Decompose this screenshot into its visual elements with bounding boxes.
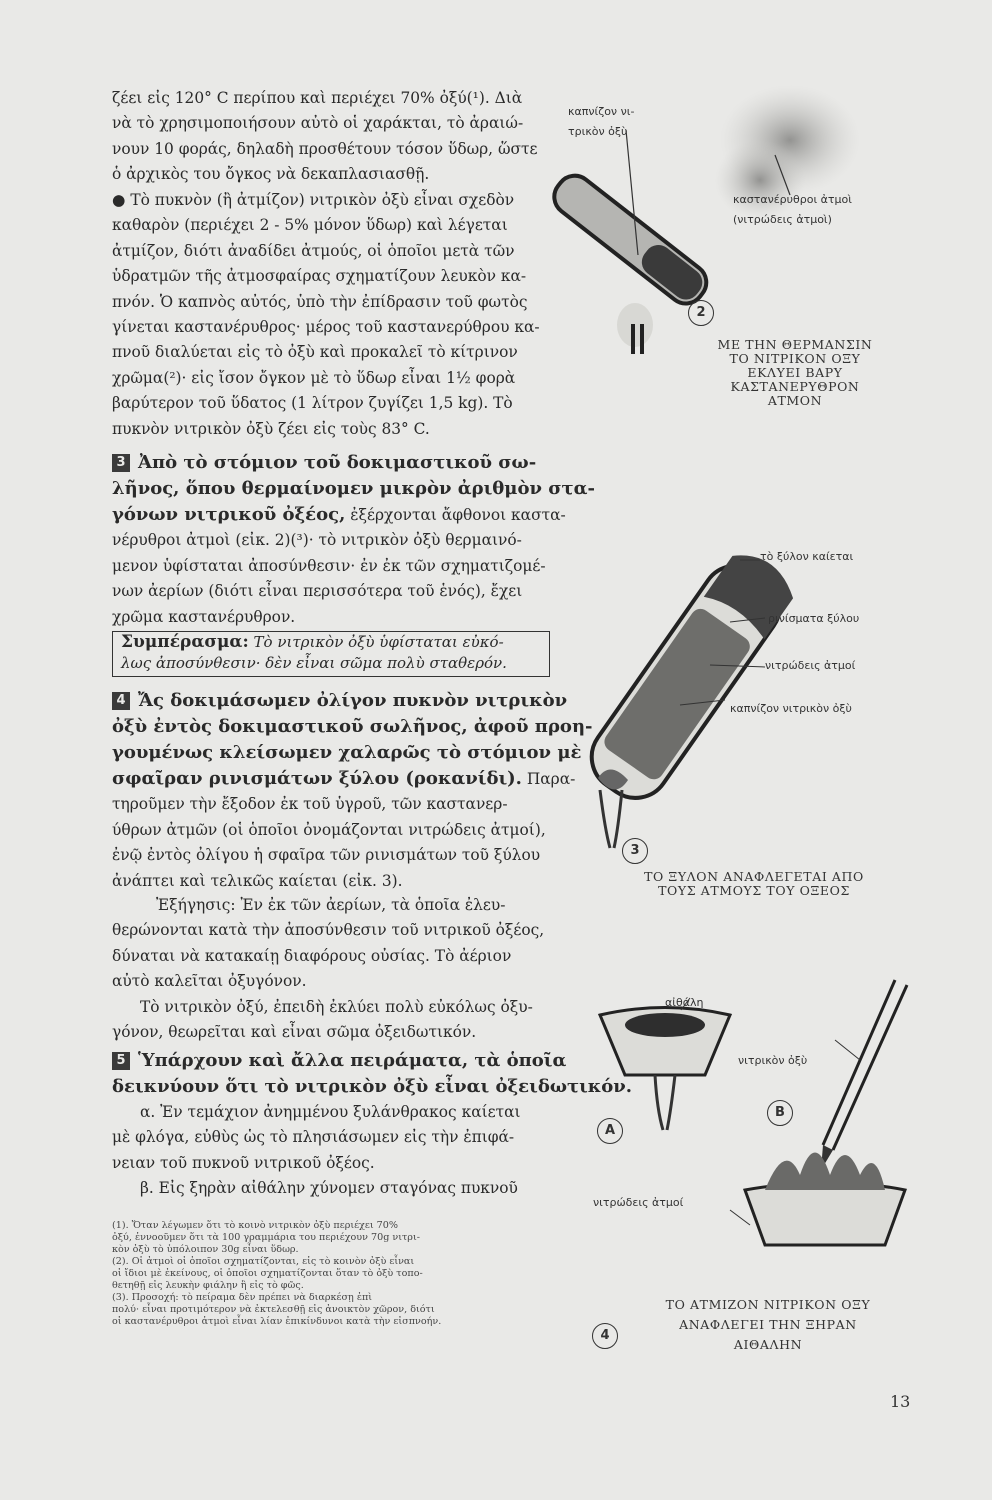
section-heading: γουμένως κλείσωμεν χαλαρῶς τὸ στόμιον μὲ (112, 742, 582, 763)
text-line: χρῶμα καστανέρυθρον. (112, 607, 296, 626)
figure-3-caption: ΤΟ ΞΥΛΟΝ ΑΝΑΦΛΕΓΕΤΑΙ ΑΠΟ ΤΟΥΣ ΑΤΜΟΥΣ ΤΟΥ ΟΞΕΟΣ (644, 869, 864, 898)
figure-2-caption: ΜΕ ΤΗΝ ΘΕΡΜΑΝΣΙΝ ΤΟ ΝΙΤΡΙΚΟΝ ΟΞΥ ΕΚΛΥΕΙ ΒΑΡΥ ΚΑΣΤΑΝΕΡΥΘΡΟΝ ΑΤΜΟΝ (717, 337, 873, 408)
fig4-label-nitrous: νιτρώδεις ἀτμοί (593, 1196, 684, 1209)
text-line: καθαρὸν (περιέχει 2 - 5% μόνον ὕδωρ) καὶ λέγεται (112, 216, 508, 235)
text-line: πνόν. Ὁ καπνὸς αὐτός, ὑπὸ τὴν ἐπίδρασιν τοῦ φωτὸς (112, 292, 528, 311)
fig2-label-fumes: καστανέρυθροι ἀτμοὶ (νιτρώδεις ἀτμοὶ) (733, 193, 853, 226)
text-line: πνοῦ διαλύεται εἰς τὸ ὀξὺ καὶ προκαλεῖ τὸ κίτρινον (112, 343, 518, 362)
figure-4-marker-a: A (597, 1118, 623, 1144)
text-line: βαρύτερον τοῦ ὕδατος (1 λίτρον ζυγίζει 1,5 kg). Τὸ (112, 394, 513, 413)
footnote-line: (2). Οἱ ἀτμοὶ οἱ ὁποῖοι σχηματίζονται, εἰς τὸ κοινὸν ὀξὺ εἶναι (112, 1256, 415, 1267)
text-line: δύναται νὰ κατακαίῃ διαφόρους οὐσίας. Τὸ ἀέριον (112, 946, 512, 965)
text-line: ἐνῷ ἐντὸς ὀλίγου ἡ σφαῖρα τῶν ρινισμάτων τοῦ ξύλου (112, 846, 541, 865)
section-5 (112, 1048, 633, 1202)
footnote-line: κὸν ὀξὺ τὸ ὑπόλοιπον 30g εἶναι ὕδωρ. (112, 1244, 299, 1255)
conclusion-text: λως ἀποσύνθεσιν· δὲν εἶναι σῶμα πολὺ σταθερόν. (121, 654, 507, 672)
text-line: αὐτὸ καλεῖται ὀξυγόνον. (112, 972, 307, 991)
text-line: μενον ὑφίσταται ἀποσύνθεσιν· ἐν ἐκ τῶν σχηματιζομέ- (112, 556, 546, 575)
text-line: ἀνάπτει καὶ τελικῶς καίεται (εἰκ. 3). (112, 871, 403, 890)
section-heading: λῆνος, ὅπου θερμαίνομεν μικρὸν ἀριθμὸν στα- (112, 478, 595, 499)
figure-4-caption: ΤΟ ΑΤΜΙΖΟΝ ΝΙΤΡΙΚΟΝ ΟΞΥ ΑΝΑΦΛΕΓΕΙ ΤΗΝ ΞΗΡΑΝ ΑΙΘΑΛΗΝ (665, 1297, 871, 1352)
text-line: Τὸ νιτρικὸν ὀξύ, ἐπειδὴ ἐκλύει πολὺ εὐκόλως ὀξυ- (140, 998, 533, 1016)
fig4-label-acid: νιτρικὸν ὀξὺ (738, 1054, 808, 1067)
footnote-line: πολύ· εἶναι προτιμότερον νὰ ἐκτελεσθῇ εἰς ἀνοικτὸν χῶρον, διότι (112, 1304, 435, 1315)
conclusion-label: Συμπέρασμα: (121, 632, 249, 652)
section-heading: 5 Ὑπάρχουν καὶ ἄλλα πειράματα, τὰ ὁποῖα (112, 1048, 546, 1074)
figure-4-illustration (585, 980, 915, 1270)
fig3-label-shavings: ρινίσματα ξύλου (768, 612, 860, 625)
footnote-line: (1). Ὅταν λέγωμεν ὅτι τὸ κοινὸ νιτρικὸν ὀξὺ περιέχει 70% (112, 1220, 398, 1231)
footnote-line: οἱ ἴδιοι μὲ ἐκείνους, οἱ ὁποῖοι σχηματίζονται ὅταν τὸ ὀξὺ τοπο- (112, 1268, 423, 1279)
text-line: ὑδρατμῶν τῆς ἀτμοσφαίρας σχηματίζουν λευκὸν κα- (112, 267, 527, 286)
page-number: 13 (890, 1392, 911, 1411)
section-number-badge: 5 (112, 1052, 130, 1070)
figure-3-illustration (570, 530, 900, 860)
text-line: νουν 10 φοράς, δηλαδὴ προσθέτουν τόσον ὕδωρ, ὥστε (112, 139, 538, 158)
text-line: γόνον, θεωρεῖται καὶ εἶναι σῶμα ὀξειδωτικόν. (112, 1023, 477, 1042)
section-heading: 3 Ἀπὸ τὸ στόμιον τοῦ δοκιμαστικοῦ σω- (112, 450, 546, 476)
fig2-label-acid: καπνίζον νι- τρικὸν ὀξὺ (568, 105, 635, 138)
section-heading: ὀξὺ ἐντὸς δοκιμαστικοῦ σωλῆνος, ἀφοῦ προη- (112, 716, 593, 737)
text-line: νων ἀερίων (διότι εἶναι περισσότερα τοῦ ἑνός), ἔχει (112, 582, 523, 601)
fig3-label-nitrous: νιτρώδεις ἀτμοί (765, 659, 856, 672)
text-line: γίνεται καστανέρυθρος· μέρος τοῦ καστανερύθρου κα- (112, 318, 540, 337)
text-line: πυκνὸν νιτρικὸν ὀξὺ ζέει εἰς τοὺς 83° C. (112, 419, 430, 438)
section-heading: 4 Ἄς δοκιμάσωμεν ὀλίγον πυκνὸν νιτρικὸν (112, 688, 546, 714)
paragraph-intro (112, 86, 546, 188)
figure-3-number: 3 (622, 838, 648, 864)
footnote-line: (3). Προσοχή: τὸ πείραμα δὲν πρέπει νὰ διαρκέσῃ ἐπὶ (112, 1292, 373, 1303)
text-line: ζέει εἰς 120° C περίπου καὶ περιέχει 70% ὀξύ(¹). Διὰ (112, 89, 523, 107)
footnote-line: θετηθῇ εἰς λευκὴν φιάλην ἢ εἰς τὸ φῶς. (112, 1280, 304, 1291)
text-line: χρῶμα(²)· εἰς ἴσον ὄγκον μὲ τὸ ὕδωρ εἶναι 1½ φορὰ (112, 368, 516, 387)
text-line: μὲ φλόγα, εὐθὺς ὡς τὸ πλησιάσωμεν εἰς τὴν ἐπιφά- (112, 1128, 515, 1147)
text-line: α. Ἐν τεμάχιον ἀνημμένου ξυλάνθρακος καίεται (140, 1103, 521, 1121)
figure-2-illustration (590, 80, 910, 380)
section-4 (112, 688, 593, 894)
figure-4-marker-b: B (767, 1100, 793, 1126)
fig3-label-acid: καπνίζον νιτρικὸν ὀξὺ (730, 702, 852, 715)
text-line: νειαν τοῦ πυκνοῦ νιτρικοῦ ὀξέος. (112, 1153, 375, 1172)
conclusion-box (112, 631, 550, 677)
paragraph-oxidizing (112, 995, 546, 1046)
text-line: νὰ τὸ χρησιμοποιήσουν αὐτὸ οἱ χαράκται, τὸ ἀραιώ- (112, 114, 524, 133)
conclusion-text: Τὸ νιτρικὸν ὀξὺ ὑφίσταται εὐκό- (253, 633, 504, 651)
text-line: ἀτμίζον, διότι ἀναδίδει ἀτμούς, οἱ ὁποῖοι μετὰ τῶν (112, 241, 515, 260)
fig4-label-soot: αἰθάλη (665, 996, 704, 1009)
text-line: ύθρων ἀτμῶν (οἱ ὁποῖοι ὀνομάζονται νιτρώδεις ἀτμοί), (112, 820, 546, 839)
footnotes (112, 1220, 542, 1328)
text-line: γόνων νιτρικοῦ ὀξέος, ἐξέρχονται ἄφθονοι καστα- (112, 504, 566, 525)
footnote-line: οἱ καστανέρυθροι ἀτμοὶ εἶναι λίαν ἐπικίνδυνοι κατὰ τὴν εἰσπνοήν. (112, 1316, 442, 1327)
text-line: σφαῖραν ρινισμάτων ξύλου (ροκανίδι). Παρα- (112, 768, 576, 789)
text-line: β. Εἰς ξηρὰν αἰθάλην χύνομεν σταγόνας πυκνοῦ (140, 1179, 518, 1198)
text-line: ὁ ἀρχικὸς του ὄγκος νὰ δεκαπλασιασθῇ. (112, 165, 430, 184)
paragraph-concentrated-acid (112, 188, 546, 442)
section-number-badge: 3 (112, 454, 130, 472)
text-line: τηροῦμεν τὴν ἔξοδον ἐκ τοῦ ὑγροῦ, τῶν καστανερ- (112, 795, 508, 814)
section-number-badge: 4 (112, 692, 130, 710)
text-line: ● Τὸ πυκνὸν (ἢ ἀτμίζον) νιτρικὸν ὀξὺ εἶναι σχεδὸν (112, 191, 515, 209)
figure-2-number: 2 (688, 300, 714, 326)
text-line: Ἐξήγησις: Ἐν ἐκ τῶν ἀερίων, τὰ ὁποῖα ἐλευ- (156, 896, 506, 914)
footnote-line: ὀξύ, ἐννοοῦμεν ὅτι τὰ 100 γραμμάρια του περιέχουν 70g νιτρι- (112, 1232, 420, 1243)
text-line: νέρυθροι ἀτμοὶ (εἰκ. 2)(³)· τὸ νιτρικὸν ὀξὺ θερμαινό- (112, 531, 522, 550)
paragraph-explanation (112, 893, 546, 995)
section-3 (112, 450, 595, 630)
section-heading: δεικνύουν ὅτι τὸ νιτρικὸν ὀξὺ εἶναι ὀξειδωτικόν. (112, 1076, 633, 1097)
fig3-label-burns: τὸ ξύλον καίεται (760, 550, 854, 563)
text-line: θερώνονται κατὰ τὴν ἀποσύνθεσιν τοῦ νιτρικοῦ ὀξέος, (112, 921, 545, 940)
figure-4-number: 4 (592, 1323, 618, 1349)
